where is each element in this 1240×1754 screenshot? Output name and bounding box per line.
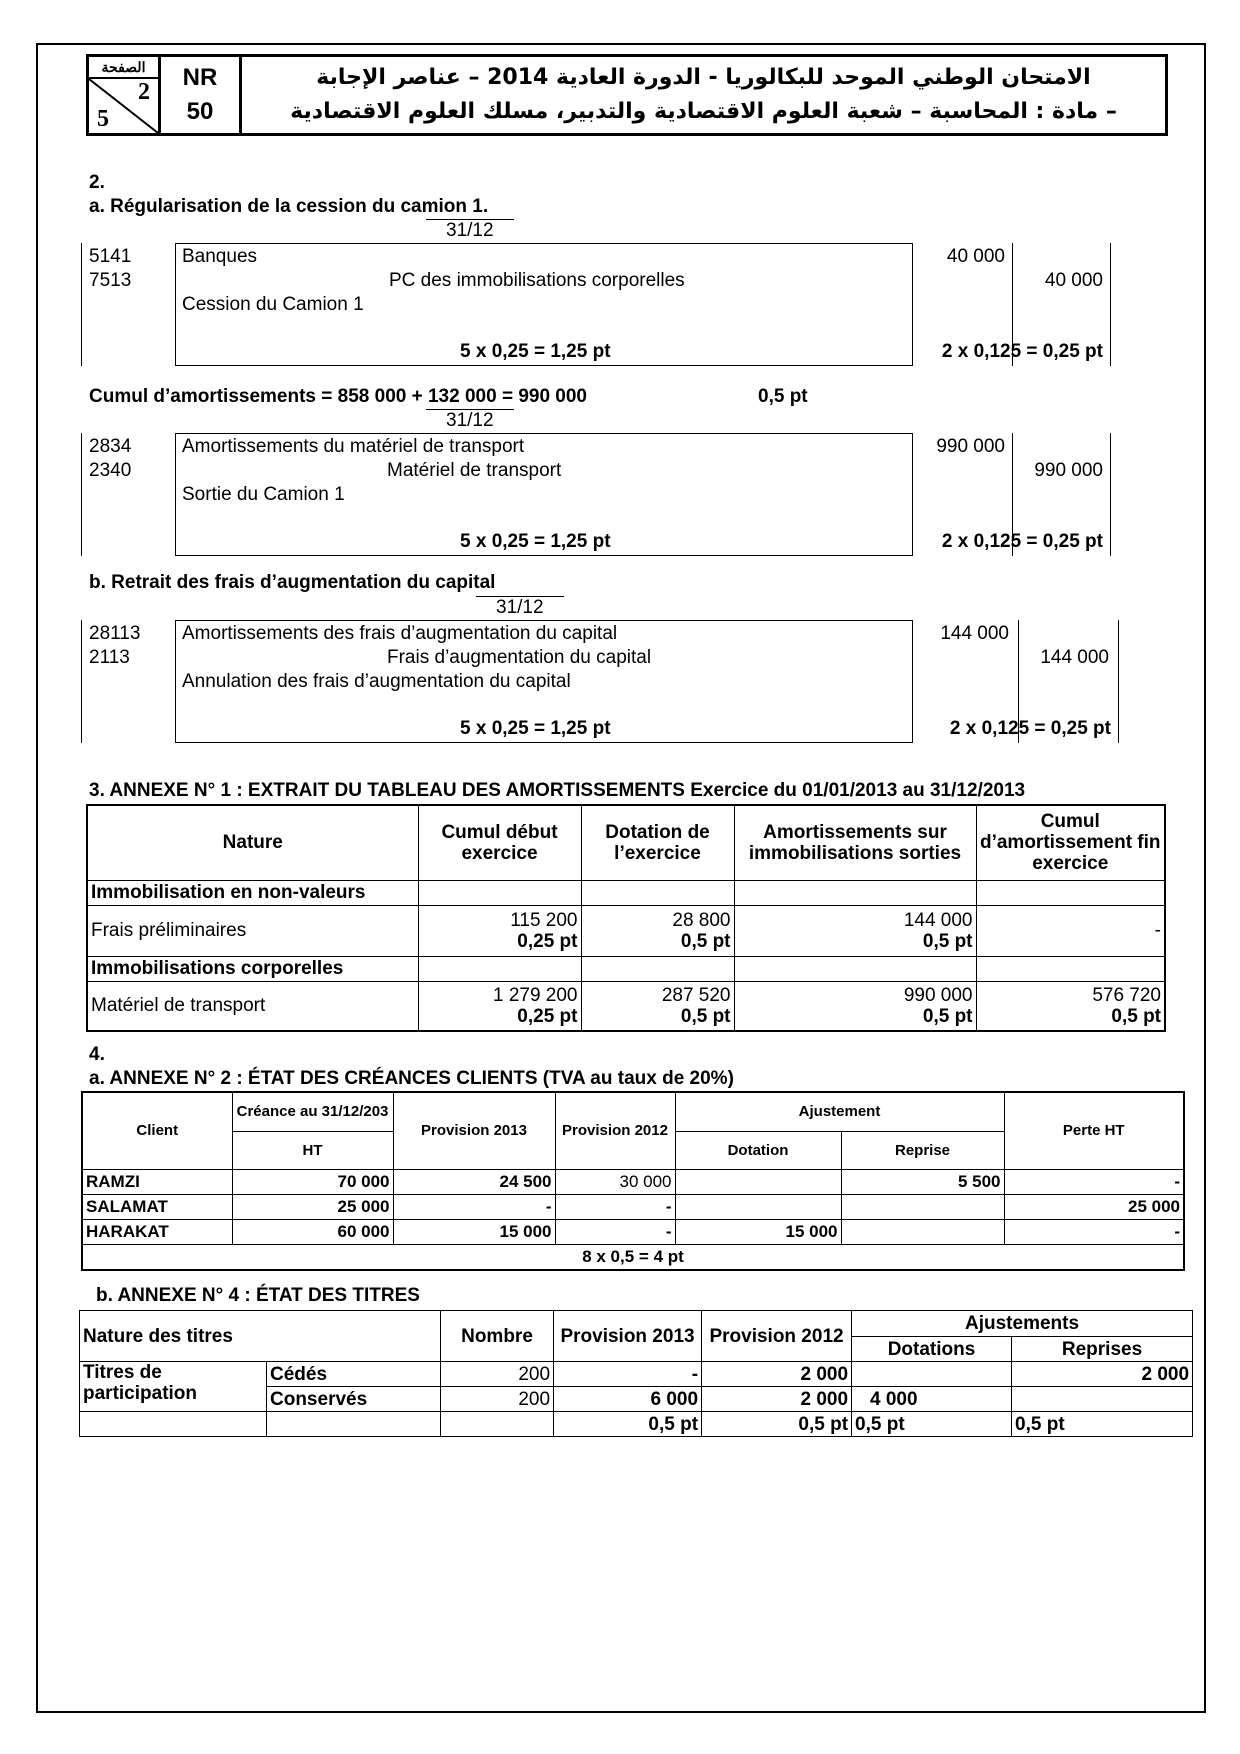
credit-amount: 990 000 bbox=[1034, 460, 1103, 481]
title-line2: – مادة : المحاسبة – شعبة العلوم الاقتصادية والتدبير، مسلك العلوم الاقتصادية bbox=[290, 99, 1117, 124]
cell: 25 000 bbox=[1004, 1194, 1184, 1219]
debit-label: Amortissements des frais d’augmentation du capital bbox=[182, 623, 618, 644]
cell: 15 000 bbox=[393, 1219, 555, 1244]
left-rule bbox=[81, 433, 82, 556]
total-points: 8 x 0,5 = 4 pt bbox=[82, 1244, 1184, 1270]
group-label: Immobilisation en non-valeurs bbox=[87, 880, 418, 905]
cell: - bbox=[555, 1194, 675, 1219]
left-rule bbox=[81, 243, 82, 366]
exam-header bbox=[86, 54, 1168, 136]
cell: 2 000 bbox=[1012, 1362, 1193, 1387]
credit-account: 7513 bbox=[89, 270, 132, 291]
cell bbox=[852, 1362, 1012, 1387]
header-dotations: Dotations bbox=[852, 1337, 1012, 1362]
securities-table bbox=[79, 1310, 1193, 1437]
credit-label: Frais d’augmentation du capital bbox=[387, 647, 652, 668]
page-number-box bbox=[89, 57, 161, 133]
points-left: 5 x 0,25 = 1,25 pt bbox=[460, 718, 611, 739]
cell-value: 115 200 bbox=[510, 909, 578, 931]
cell: 2 000 bbox=[702, 1387, 852, 1412]
header-ajustements: Ajustements bbox=[852, 1311, 1193, 1337]
annexe2-title: a. ANNEXE N° 2 : ÉTAT DES CRÉANCES CLIENTS (TVA au taux de 20%) bbox=[89, 1068, 734, 1089]
header-cumul-fin: Cumul d’amortissement fin exercice bbox=[976, 805, 1165, 880]
header-perte: Perte HT bbox=[1004, 1092, 1184, 1169]
header-prov2013: Provision 2013 bbox=[554, 1311, 702, 1362]
debit-amount: 40 000 bbox=[946, 246, 1005, 267]
points-right: 2 x 0,125 = 0,25 pt bbox=[949, 718, 1111, 739]
points-right: 2 x 0,125 = 0,25 pt bbox=[941, 341, 1103, 362]
cell: 30 000 bbox=[555, 1169, 675, 1194]
debit-account: 5141 bbox=[89, 246, 132, 267]
cell: 24 500 bbox=[393, 1169, 555, 1194]
header-ht: HT bbox=[232, 1131, 393, 1169]
points-left: 5 x 0,25 = 1,25 pt bbox=[460, 341, 611, 362]
debit-account: 2834 bbox=[89, 436, 132, 457]
header-client: Client bbox=[82, 1092, 232, 1169]
points-row bbox=[80, 1412, 1193, 1437]
title-line1: الامتحان الوطني الموحد للبكالوريا - الدورة العادية 2014 – عناصر الإجابة bbox=[316, 65, 1091, 90]
cell: - bbox=[554, 1362, 702, 1387]
header-reprise: Reprise bbox=[841, 1131, 1004, 1169]
table-row bbox=[82, 1219, 1184, 1244]
header-prov2013: Provision 2013 bbox=[393, 1092, 555, 1169]
cell-points: 0,25 pt bbox=[517, 930, 578, 952]
header-cumul-debut: Cumul début exercice bbox=[418, 805, 581, 880]
points-left: 5 x 0,25 = 1,25 pt bbox=[460, 531, 611, 552]
debit-account: 28113 bbox=[89, 623, 141, 644]
cell: 15 000 bbox=[675, 1219, 841, 1244]
table-row bbox=[80, 1362, 1193, 1387]
header-nature: Nature des titres bbox=[80, 1311, 441, 1362]
amortization-table bbox=[86, 804, 1166, 1032]
client-name: RAMZI bbox=[82, 1169, 232, 1194]
header-amort-sorties: Amortissements sur immobilisations sorties bbox=[734, 805, 976, 880]
cell-value: 1 279 200 bbox=[492, 984, 578, 1006]
debit-label: Banques bbox=[182, 246, 258, 267]
entry-description: Sortie du Camion 1 bbox=[182, 484, 345, 505]
credit-amount: 144 000 bbox=[1040, 647, 1109, 668]
group-label: Immobilisations corporelles bbox=[87, 956, 418, 981]
annexe4-title: b. ANNEXE N° 4 : ÉTAT DES TITRES bbox=[96, 1285, 420, 1306]
table-row bbox=[82, 1169, 1184, 1194]
table-row bbox=[82, 1194, 1184, 1219]
credit-amount: 40 000 bbox=[1044, 270, 1103, 291]
header-nombre: Nombre bbox=[441, 1311, 554, 1362]
header-nature: Nature bbox=[87, 805, 418, 880]
cell-points: 0,5 pt bbox=[554, 1412, 702, 1437]
credit-rule bbox=[1110, 243, 1111, 366]
credit-label: PC des immobilisations corporelles bbox=[389, 270, 685, 291]
cell-value: 144 000 bbox=[903, 909, 973, 931]
page-current: 2 bbox=[138, 79, 150, 105]
cell-points: 0,5 pt bbox=[680, 1005, 731, 1027]
cell bbox=[1012, 1387, 1193, 1412]
debit-amount: 990 000 bbox=[936, 436, 1005, 457]
section-4-number: 4. bbox=[89, 1044, 105, 1065]
cell: - bbox=[555, 1219, 675, 1244]
journal-entry-1 bbox=[81, 220, 1121, 366]
cell-value: 28 800 bbox=[672, 909, 731, 931]
entry-date: 31/12 bbox=[476, 596, 564, 619]
cell-points: 0,5 pt bbox=[922, 1005, 973, 1027]
receivables-table bbox=[81, 1091, 1185, 1271]
header-prov2012: Provision 2012 bbox=[555, 1092, 675, 1169]
row-nature: Matériel de transport bbox=[87, 981, 418, 1031]
credit-rule bbox=[1110, 433, 1111, 556]
cell-points: 0,5 pt bbox=[702, 1412, 852, 1437]
header-prov2012: Provision 2012 bbox=[702, 1311, 852, 1362]
cell-points: 0,25 pt bbox=[517, 1005, 578, 1027]
client-name: HARAKAT bbox=[82, 1219, 232, 1244]
cumul-line: Cumul d’amortissements = 858 000 + 132 000 = 990 000 bbox=[89, 386, 587, 407]
header-creance: Créance au 31/12/203 bbox=[232, 1092, 393, 1131]
cell-points: 0,5 pt bbox=[1012, 1412, 1193, 1437]
cell: - bbox=[1004, 1219, 1184, 1244]
header-dotation: Dotation de l’exercice bbox=[581, 805, 734, 880]
cell: 200 bbox=[441, 1387, 554, 1412]
credit-account: 2340 bbox=[89, 460, 132, 481]
debit-label: Amortissements du matériel de transport bbox=[182, 436, 525, 457]
journal-entry-3 bbox=[81, 597, 1121, 743]
cell bbox=[841, 1219, 1004, 1244]
cell: 6 000 bbox=[554, 1387, 702, 1412]
table-row bbox=[87, 981, 1165, 1031]
entry-description: Annulation des frais d’augmentation du capital bbox=[182, 671, 571, 692]
header-ajustement: Ajustement bbox=[675, 1092, 1004, 1131]
cell-value: 990 000 bbox=[903, 984, 973, 1006]
section-2-number: 2. bbox=[89, 172, 105, 193]
journal-entry-2 bbox=[81, 410, 1121, 556]
entry-description: Cession du Camion 1 bbox=[182, 294, 364, 315]
page-label: الصفحة bbox=[89, 57, 158, 79]
entry-date: 31/12 bbox=[426, 219, 514, 242]
header-dotation: Dotation bbox=[675, 1131, 841, 1169]
cell-points: 0,5 pt bbox=[922, 930, 973, 952]
debit-amount: 144 000 bbox=[940, 623, 1009, 644]
exam-title bbox=[242, 57, 1165, 133]
cell bbox=[675, 1169, 841, 1194]
cell-value: 287 520 bbox=[661, 984, 731, 1006]
header-reprises: Reprises bbox=[1012, 1337, 1193, 1362]
cell bbox=[841, 1194, 1004, 1219]
page-total: 5 bbox=[97, 106, 109, 132]
client-name: SALAMAT bbox=[82, 1194, 232, 1219]
cell: - bbox=[393, 1194, 555, 1219]
annexe1-title: 3. ANNEXE N° 1 : EXTRAIT DU TABLEAU DES AMORTISSEMENTS Exercice du 01/01/2013 au 31/12/2013 bbox=[89, 780, 1026, 801]
cell: 70 000 bbox=[232, 1169, 393, 1194]
cell: 5 500 bbox=[841, 1169, 1004, 1194]
row-nature: Frais préliminaires bbox=[87, 905, 418, 956]
table-row bbox=[87, 905, 1165, 956]
section-2b-title: b. Retrait des frais d’augmentation du capital bbox=[89, 572, 496, 593]
cell: - bbox=[1004, 1169, 1184, 1194]
code-line1: NR bbox=[182, 64, 218, 91]
cell: 200 bbox=[441, 1362, 554, 1387]
cell-value: 576 720 bbox=[1092, 984, 1161, 1006]
cell bbox=[675, 1194, 841, 1219]
credit-account: 2113 bbox=[89, 647, 130, 668]
cumul-points: 0,5 pt bbox=[758, 386, 808, 407]
code-line2: 50 bbox=[186, 98, 214, 125]
cell: 4 000 bbox=[852, 1387, 1012, 1412]
cell: 25 000 bbox=[232, 1194, 393, 1219]
credit-label: Matériel de transport bbox=[387, 460, 562, 481]
entry-date: 31/12 bbox=[426, 409, 514, 432]
section-2a-title: a. Régularisation de la cession du camion 1. bbox=[89, 196, 489, 217]
cell: 2 000 bbox=[702, 1362, 852, 1387]
cell: Cédés bbox=[267, 1362, 441, 1387]
credit-rule bbox=[1118, 620, 1119, 743]
left-rule bbox=[81, 620, 82, 743]
points-right: 2 x 0,125 = 0,25 pt bbox=[941, 531, 1103, 552]
cell-points: 0,5 pt bbox=[680, 930, 731, 952]
cell-points: 0,5 pt bbox=[852, 1412, 1012, 1437]
cell-points: 0,5 pt bbox=[1111, 1005, 1161, 1027]
category: Titres de participation bbox=[80, 1362, 267, 1412]
exam-code bbox=[161, 57, 242, 133]
cell: 60 000 bbox=[232, 1219, 393, 1244]
cell-value: - bbox=[1154, 920, 1161, 941]
cell: Conservés bbox=[267, 1387, 441, 1412]
